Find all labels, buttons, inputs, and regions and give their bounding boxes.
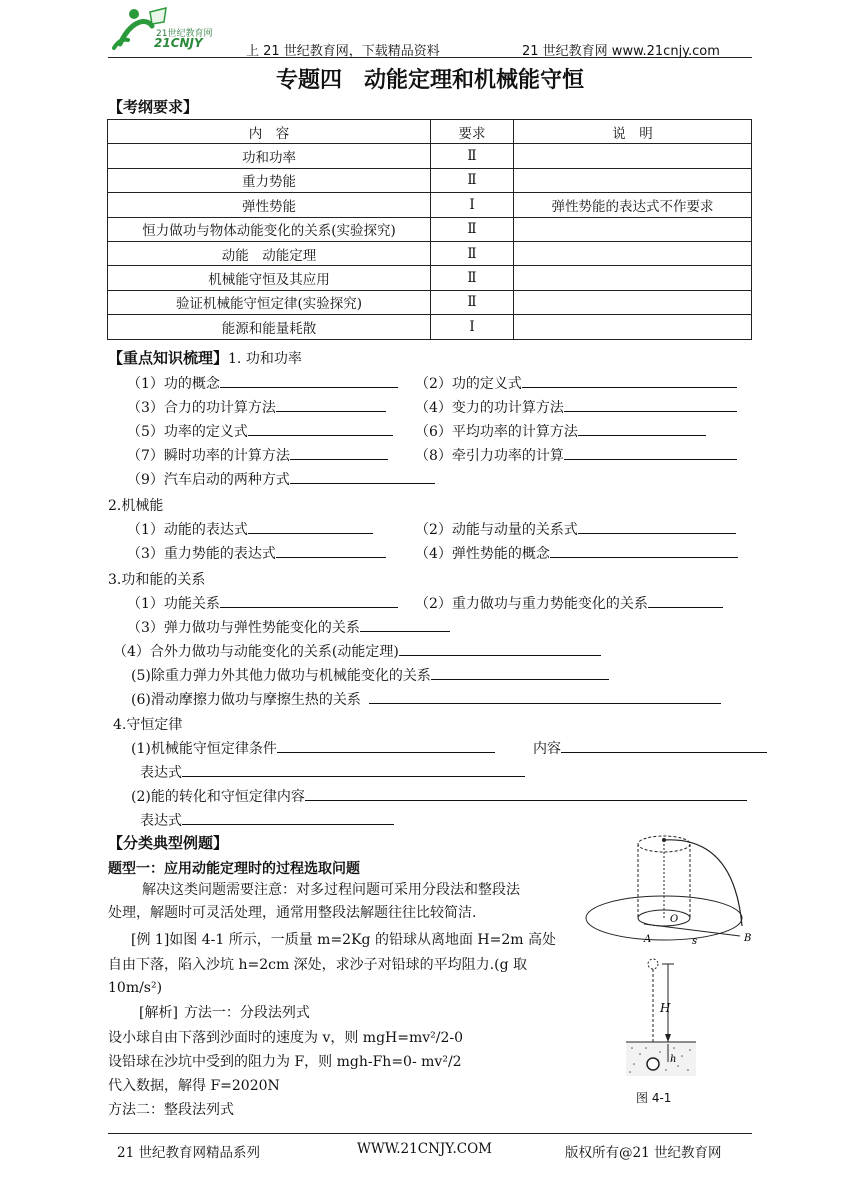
- table-cell: [514, 315, 752, 339]
- answer-blank[interactable]: [290, 469, 435, 484]
- knowledge-item: [127, 469, 435, 489]
- answer-blank[interactable]: [561, 738, 767, 753]
- knowledge-item: [415, 593, 723, 613]
- item-label: （3）合力的功计算方法: [127, 400, 276, 416]
- answer-blank[interactable]: [360, 617, 450, 632]
- knowledge-item: [131, 786, 747, 806]
- knowledge-item: [415, 421, 706, 441]
- answer-blank[interactable]: [564, 445, 737, 460]
- knowledge-item: [415, 445, 737, 465]
- table-cell: [514, 241, 752, 265]
- col-content: 内 容: [108, 120, 431, 144]
- table-cell: [514, 144, 752, 168]
- table-cell: Ⅱ: [431, 168, 514, 192]
- footer-rule: [108, 1133, 752, 1134]
- knowledge-item: [415, 373, 737, 393]
- item-label: (2)能的转化和守恒定律内容: [131, 789, 305, 805]
- table-cell: 机械能守恒及其应用: [108, 266, 431, 290]
- table-cell: 能源和能量耗散: [108, 315, 431, 339]
- item-label: （3）弹力做功与弹性势能变化的关系: [127, 620, 360, 636]
- label-o: O: [670, 914, 679, 925]
- table-cell: [514, 266, 752, 290]
- paragraph-line: 10m/s²): [108, 980, 163, 996]
- footer-left: 21 世纪教育网精品系列: [117, 1145, 260, 1161]
- table-cell: [514, 168, 752, 192]
- table-cell: [514, 290, 752, 314]
- answer-blank[interactable]: [248, 421, 393, 436]
- solution-line: [139, 1002, 310, 1025]
- knowledge-item: [415, 543, 738, 563]
- table-row: [108, 315, 752, 339]
- answer-blank[interactable]: [182, 762, 525, 777]
- knowledge-item: [140, 810, 394, 830]
- knowledge-item: [131, 689, 721, 709]
- table-row: [108, 241, 752, 265]
- table-cell: Ⅰ: [431, 193, 514, 217]
- paragraph-line: 方法二：整段法列式: [108, 1102, 234, 1118]
- answer-blank[interactable]: [522, 373, 737, 388]
- item-label: （2）动能与动量的关系式: [415, 522, 578, 538]
- label-b: B: [744, 933, 752, 944]
- label-h-lower: h: [670, 1054, 677, 1065]
- answer-blank[interactable]: [276, 543, 386, 558]
- paragraph-line: 代入数据，解得 F=2020N: [108, 1078, 280, 1094]
- table-cell: Ⅱ: [431, 217, 514, 241]
- item-label: 内容: [533, 741, 561, 757]
- paragraph-line: 自由下落，陷入沙坑 h=2cm 深处，求沙子对铅球的平均阻力.(g 取: [108, 957, 527, 973]
- question-type-1: 题型一：应用动能定理时的过程选取问题: [108, 861, 360, 877]
- answer-blank[interactable]: [220, 593, 398, 608]
- knowledge-item: [415, 397, 737, 417]
- table-cell: 功和功率: [108, 144, 431, 168]
- table-cell: 动能 动能定理: [108, 241, 431, 265]
- example-text: 如图 4-1 所示，一质量 m=2Kg 的铅球从离地面 H=2m 高处: [169, 932, 556, 948]
- knowledge-heading: 【重点知识梳理】: [108, 349, 229, 367]
- label-h-upper: H: [660, 1001, 671, 1015]
- paragraph-line: 处理，解题时可灵活处理，通常用整段法解题往往比较简洁.: [108, 905, 477, 921]
- section-3-title: 3.功和能的关系: [108, 572, 206, 588]
- answer-blank[interactable]: [290, 445, 388, 460]
- answer-blank[interactable]: [564, 397, 737, 412]
- site-logo: [106, 4, 226, 56]
- table-cell: 弹性势能: [108, 193, 431, 217]
- item-label: （1）功能关系: [127, 596, 220, 612]
- answer-blank[interactable]: [248, 519, 373, 534]
- solution-text: 方法一：分段法列式: [183, 1005, 310, 1021]
- table-cell: 验证机械能守恒定律(实验探究): [108, 290, 431, 314]
- knowledge-item: [131, 738, 495, 758]
- table-row: [108, 193, 752, 217]
- footer-right: 版权所有@21 世纪教育网: [565, 1145, 722, 1161]
- table-row: [108, 168, 752, 192]
- item-label: （4）合外力做功与动能变化的关系(动能定理): [113, 644, 399, 660]
- item-label: （1）功的概念: [127, 376, 220, 392]
- knowledge-item: [127, 445, 388, 465]
- table-row: [108, 144, 752, 168]
- table-cell: Ⅰ: [431, 315, 514, 339]
- item-label: 表达式: [140, 765, 182, 781]
- item-label: (6)滑动摩擦力做功与摩擦生热的关系: [131, 692, 361, 708]
- item-label: （6）平均功率的计算方法: [415, 424, 578, 440]
- item-label: (1)机械能守恒定律条件: [131, 741, 277, 757]
- knowledge-item: [140, 762, 525, 782]
- knowledge-item: [127, 373, 398, 393]
- table-row: [108, 290, 752, 314]
- paragraph-line: 解决这类问题需要注意：对多过程问题可采用分段法和整段法: [142, 882, 520, 898]
- item-label: （7）瞬时功率的计算方法: [127, 448, 290, 464]
- knowledge-item: [113, 641, 601, 661]
- cylinder-figure: [584, 826, 766, 952]
- example-1-line: [131, 929, 556, 952]
- knowledge-item: [415, 519, 736, 539]
- col-requirement: 要求: [431, 120, 514, 144]
- answer-blank[interactable]: [220, 373, 398, 388]
- table-row: [108, 217, 752, 241]
- syllabus-table: [107, 119, 752, 340]
- item-label: (5)除重力弹力外其他力做功与机械能变化的关系: [131, 668, 431, 684]
- answer-blank[interactable]: [399, 641, 601, 656]
- answer-blank[interactable]: [305, 786, 747, 801]
- sand-pit-figure: [622, 952, 702, 1082]
- header-left-text: 上 21 世纪教育网，下载精品资料: [246, 44, 440, 59]
- table-cell: 重力势能: [108, 168, 431, 192]
- answer-blank[interactable]: [550, 543, 738, 558]
- header-right-text: 21 世纪教育网 www.21cnjy.com: [522, 44, 720, 59]
- answer-blank[interactable]: [648, 593, 723, 608]
- item-label: （1）动能的表达式: [127, 522, 248, 538]
- page-title: 专题四 动能定理和机械能守恒: [275, 68, 584, 93]
- table-cell: Ⅱ: [431, 290, 514, 314]
- table-cell: Ⅱ: [431, 266, 514, 290]
- knowledge-item: [533, 738, 767, 758]
- logo-text-top: 21世纪教育网: [156, 29, 213, 39]
- knowledge-item: [127, 617, 450, 637]
- paragraph-line: 设小球自由下落到沙面时的速度为 v，则 mgH=mv²/2-0: [108, 1030, 464, 1046]
- table-header-row: [108, 120, 752, 144]
- knowledge-item: [127, 593, 398, 613]
- item-label: （2）重力做功与重力势能变化的关系: [415, 596, 648, 612]
- table-cell: 弹性势能的表达式不作要求: [514, 193, 752, 217]
- item-label: （4）变力的功计算方法: [415, 400, 564, 416]
- answer-blank[interactable]: [276, 397, 386, 412]
- section-4-title: 4.守恒定律: [113, 717, 183, 733]
- knowledge-item: [127, 397, 386, 417]
- logo-text-bottom: 21CNJY: [154, 36, 203, 50]
- header-rule: [108, 57, 752, 58]
- col-note: 说 明: [514, 120, 752, 144]
- section-1-title: 1. 功和功率: [228, 351, 302, 367]
- syllabus-heading: 【考纲要求】: [108, 98, 199, 116]
- table-cell: Ⅱ: [431, 144, 514, 168]
- examples-heading: 【分类典型例题】: [108, 834, 229, 852]
- table-cell: Ⅱ: [431, 241, 514, 265]
- answer-blank[interactable]: [369, 689, 721, 704]
- answer-blank[interactable]: [277, 738, 495, 753]
- answer-blank[interactable]: [431, 665, 609, 680]
- figure-caption: 图 4-1: [636, 1091, 672, 1105]
- item-label: （5）功率的定义式: [127, 424, 248, 440]
- item-label: （8）牵引力功率的计算: [415, 448, 564, 464]
- table-cell: [514, 217, 752, 241]
- label-a: A: [644, 934, 652, 945]
- item-label: （4）弹性势能的概念: [415, 546, 550, 562]
- footer-center: WWW.21CNJY.COM: [357, 1141, 492, 1157]
- knowledge-item: [127, 519, 373, 539]
- table-cell: 恒力做功与物体动能变化的关系(实验探究): [108, 217, 431, 241]
- table-row: [108, 266, 752, 290]
- knowledge-heading-line: [108, 347, 302, 368]
- knowledge-item: [131, 665, 609, 685]
- section-2-title: 2.机械能: [108, 498, 164, 514]
- answer-blank[interactable]: [182, 810, 394, 825]
- paragraph-line: 设铅球在沙坑中受到的阻力为 F，则 mgh-Fh=0- mv²/2: [108, 1054, 462, 1070]
- answer-blank[interactable]: [578, 519, 736, 534]
- label-s: s: [692, 936, 698, 947]
- answer-blank[interactable]: [578, 421, 706, 436]
- item-label: （3）重力势能的表达式: [127, 546, 276, 562]
- knowledge-item: [127, 543, 386, 563]
- example-label: [例 1]: [131, 932, 170, 948]
- item-label: 表达式: [140, 813, 182, 829]
- knowledge-item: [127, 421, 393, 441]
- item-label: （2）功的定义式: [415, 376, 522, 392]
- solution-label: [解析]: [139, 1005, 178, 1021]
- item-label: （9）汽车启动的两种方式: [127, 472, 290, 488]
